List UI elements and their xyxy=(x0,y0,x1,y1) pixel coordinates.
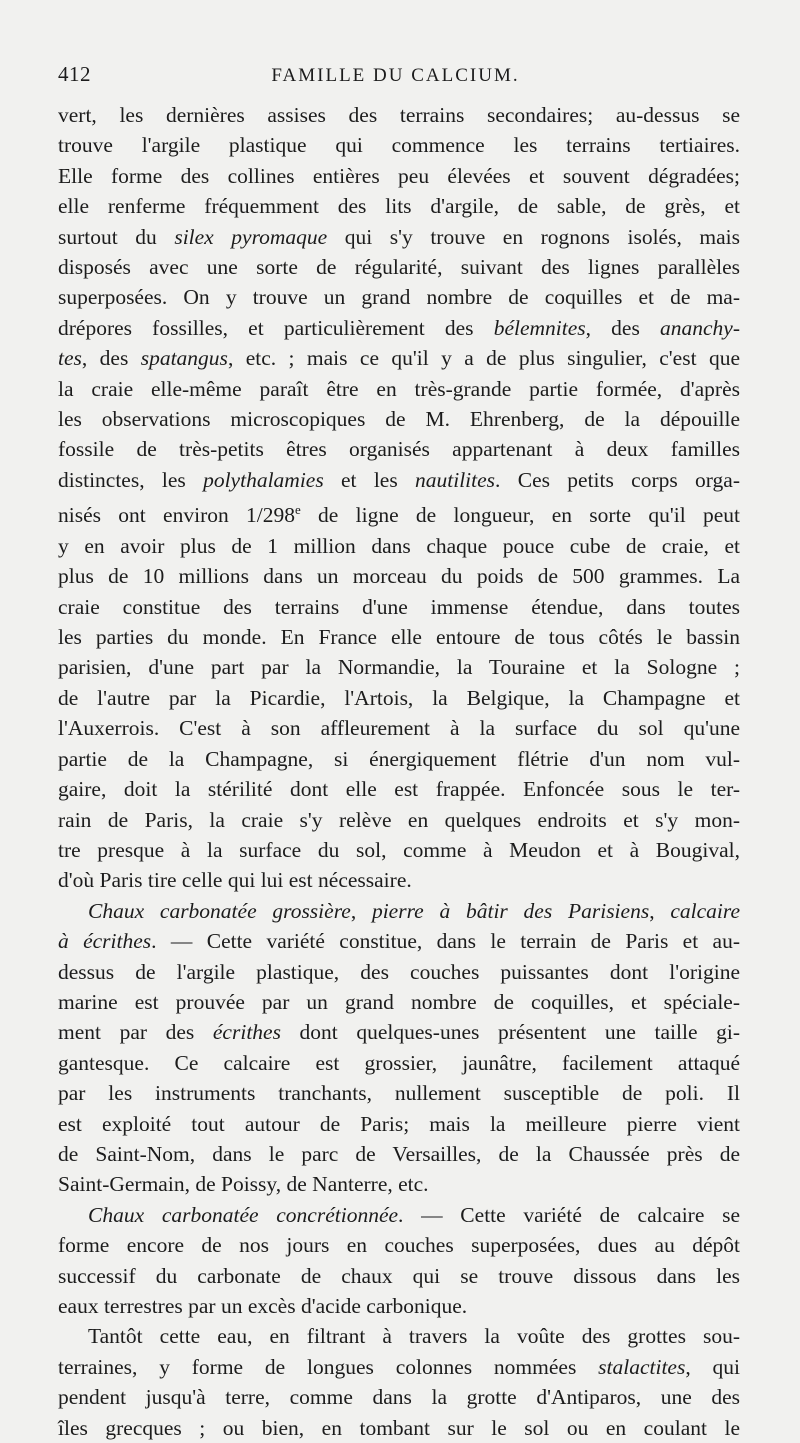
text-segment: de l'autre par la Picardie, l'Artois, la Belgique, la Champagne et xyxy=(58,685,740,710)
text-line xyxy=(58,1413,740,1443)
text-line xyxy=(58,313,740,343)
text-line xyxy=(58,1109,740,1139)
text-segment: gaire, doit la stérilité dont elle est frappée. Enfoncée sous le ter- xyxy=(58,777,740,802)
text-segment: et les xyxy=(323,467,416,492)
text-line xyxy=(58,1017,740,1047)
text-line xyxy=(58,1139,740,1169)
text-line xyxy=(58,1078,740,1108)
text-segment: craie constitue des terrains d'une immense étendue, dans toutes xyxy=(58,594,740,619)
text-line xyxy=(58,161,740,191)
text-segment: pendent jusqu'à terre, comme dans la grotte d'Antiparos, une des xyxy=(58,1385,740,1410)
text-segment: . — Cette variété de calcaire se xyxy=(398,1202,740,1227)
page-header xyxy=(58,62,740,92)
text-line xyxy=(58,835,740,865)
text-segment: par les instruments tranchants, nullement susceptible de poli. Il xyxy=(58,1081,740,1106)
text-segment: rain de Paris, la craie s'y relève en quelques endroits et s'y mon- xyxy=(58,807,740,832)
italic-term: Chaux carbonatée grossière xyxy=(88,898,351,923)
italic-term: pierre à bâtir des Parisiens xyxy=(371,898,650,923)
text-line xyxy=(58,805,740,835)
page-number: 412 xyxy=(58,62,91,86)
text-segment: successif du carbonate de chaux qui se trouve dissous dans les xyxy=(58,1263,740,1288)
text-line xyxy=(58,495,740,531)
text-line xyxy=(58,622,740,652)
text-segment: superposées. On y trouve un grand nombre de coquilles et de ma- xyxy=(58,285,740,310)
text-line xyxy=(58,1382,740,1412)
text-line xyxy=(58,282,740,312)
text-segment: , des xyxy=(81,346,141,371)
text-segment: vert, les dernières assises des terrains secondaires; au-dessus se xyxy=(58,103,740,127)
italic-term: tes xyxy=(58,346,82,371)
text-segment: parisien, d'une part par la Normandie, la Touraine et la Sologne ; xyxy=(58,655,740,680)
text-line xyxy=(58,774,740,804)
italic-term: nautilites xyxy=(415,467,496,492)
italic-term: à écrithes xyxy=(58,929,152,954)
italic-term: Chaux carbonatée concrétionnée xyxy=(88,1202,399,1227)
text-segment: , etc. ; mais ce qu'il y a de plus singulier, c'est que xyxy=(227,346,740,371)
text-segment: d'où Paris tire celle qui lui est nécessaire. xyxy=(58,868,412,893)
italic-term: silex pyromaque xyxy=(174,224,328,249)
text-segment: surtout du xyxy=(58,224,175,249)
text-line xyxy=(58,434,740,464)
text-segment: les parties du monde. En France elle entoure de tous côtés le bassin xyxy=(58,625,740,650)
text-line xyxy=(58,1321,740,1351)
text-segment: gantesque. Ce calcaire est grossier, jaunâtre, facilement attaqué xyxy=(58,1050,740,1075)
text-segment: , xyxy=(350,898,372,923)
text-segment: , qui xyxy=(685,1354,740,1379)
text-segment: est exploité tout autour de Paris; mais la meilleure pierre vient xyxy=(58,1111,740,1136)
text-line xyxy=(58,1261,740,1291)
text-segment: tre presque à la surface du sol, comme à Meudon et à Bougival, xyxy=(58,837,740,862)
body-text xyxy=(58,100,740,1443)
text-segment: dessus de l'argile plastique, des couches puissantes dont l'origine xyxy=(58,959,740,984)
text-line xyxy=(58,130,740,160)
text-segment: trouve l'argile plastique qui commence les terrains tertiaires. xyxy=(58,133,740,158)
text-segment: marine est prouvée par un grand nombre de coquilles, et spéciale- xyxy=(58,989,740,1014)
text-line xyxy=(58,191,740,221)
text-segment: qui s'y trouve en rognons isolés, mais xyxy=(327,224,740,249)
text-line xyxy=(58,1169,740,1199)
text-line xyxy=(58,374,740,404)
text-segment: la craie elle-même paraît être en très-grande partie formée, d'après xyxy=(58,376,740,401)
text-segment: Saint-Germain, de Poissy, de Nanterre, etc. xyxy=(58,1172,429,1197)
text-segment: distinctes, les xyxy=(58,467,204,492)
text-line xyxy=(58,404,740,434)
text-line xyxy=(58,1291,740,1321)
text-segment: l'Auxerrois. C'est à son affleurement à la surface du sol qu'une xyxy=(58,716,740,741)
text-segment: drépores fossilles, et particulièrement des xyxy=(58,315,494,340)
running-title: FAMILLE DU CALCIUM. xyxy=(271,65,520,86)
text-segment: , des xyxy=(585,315,660,340)
text-line xyxy=(58,987,740,1017)
text-line xyxy=(58,957,740,987)
text-segment: . Ces petits corps orga- xyxy=(495,467,740,492)
text-line xyxy=(58,1230,740,1260)
text-line xyxy=(58,652,740,682)
italic-term: ananchy- xyxy=(660,315,740,340)
text-line xyxy=(58,252,740,282)
text-segment: fossile de très-petits êtres organisés appartenant à deux familles xyxy=(58,437,740,462)
text-line xyxy=(58,926,740,956)
text-line xyxy=(58,713,740,743)
text-line xyxy=(58,683,740,713)
text-line xyxy=(58,1200,740,1230)
superscript: e xyxy=(294,502,301,518)
text-segment: Tantôt cette eau, en filtrant à travers la voûte des grottes sou- xyxy=(88,1324,740,1349)
text-segment: terraines, y forme de longues colonnes nommées xyxy=(58,1354,599,1379)
text-segment: de Saint-Nom, dans le parc de Versailles, de la Chaussée près de xyxy=(58,1141,740,1166)
italic-term: écrithes xyxy=(212,1020,281,1045)
text-line xyxy=(58,343,740,373)
text-line xyxy=(58,222,740,252)
text-line xyxy=(58,896,740,926)
text-segment: les observations microscopiques de M. Ehrenberg, de la dépouille xyxy=(58,407,740,432)
text-segment: . — Cette variété constitue, dans le terrain de Paris et au- xyxy=(151,929,740,954)
text-line xyxy=(58,100,740,130)
text-segment: dont quelques-unes présentent une taille gi- xyxy=(280,1020,740,1045)
text-line xyxy=(58,1352,740,1382)
text-line xyxy=(58,531,740,561)
text-segment: Elle forme des collines entières peu élevées et souvent dégradées; xyxy=(58,163,740,188)
text-segment: eaux terrestres par un excès d'acide carbonique. xyxy=(58,1294,468,1318)
italic-term: calcaire xyxy=(670,898,740,923)
text-segment: disposés avec une sorte de régularité, suivant des lignes parallèles xyxy=(58,255,740,280)
text-segment: elle renferme fréquemment des lits d'argile, de sable, de grès, et xyxy=(58,194,740,219)
italic-term: polythalamies xyxy=(203,467,324,492)
text-segment: ment par des xyxy=(58,1020,213,1045)
text-line xyxy=(58,744,740,774)
text-segment: forme encore de nos jours en couches superposées, dues au dépôt xyxy=(58,1233,740,1258)
italic-term: spatangus xyxy=(140,346,228,371)
text-segment: plus de 10 millions dans un morceau du poids de 500 grammes. La xyxy=(58,564,740,589)
text-line xyxy=(58,561,740,591)
text-segment: partie de la Champagne, si énergiquement flétrie d'un nom vul- xyxy=(58,746,740,771)
text-line xyxy=(58,1048,740,1078)
text-segment: nisés ont environ 1/298 xyxy=(58,503,295,528)
italic-term: stalactites xyxy=(598,1354,686,1379)
text-segment: y en avoir plus de 1 million dans chaque pouce cube de craie, et xyxy=(58,533,740,558)
text-segment: , xyxy=(649,898,671,923)
text-line xyxy=(58,592,740,622)
text-line xyxy=(58,465,740,495)
text-segment: îles grecques ; ou bien, en tombant sur le sol ou en coulant le xyxy=(58,1415,740,1440)
italic-term: bélemnites xyxy=(493,315,586,340)
text-segment: de ligne de longueur, en sorte qu'il peut xyxy=(300,503,740,528)
text-line xyxy=(58,865,740,895)
